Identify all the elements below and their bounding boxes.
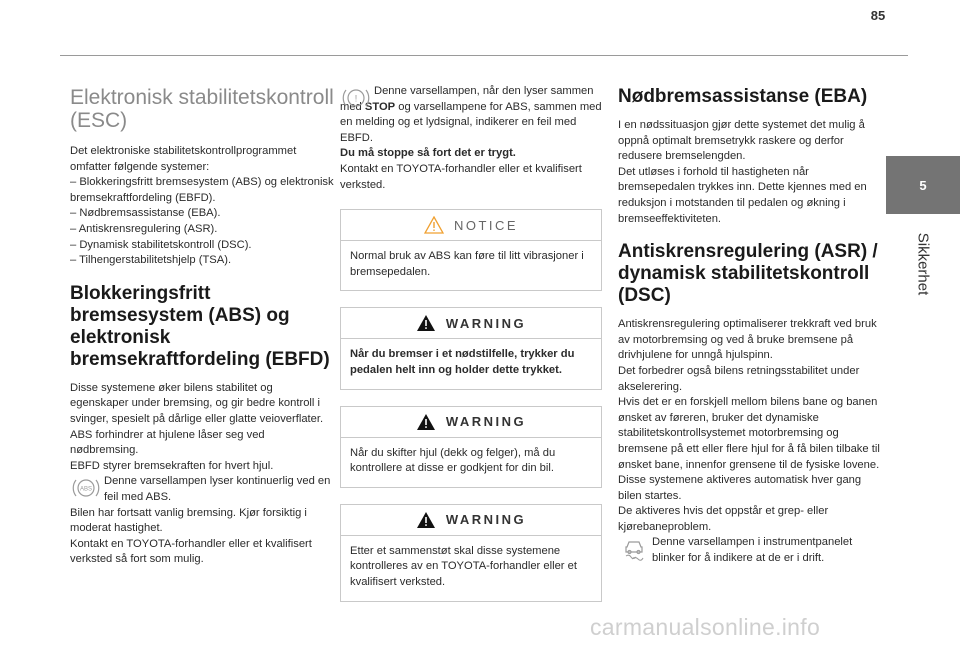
- eba-para: I en nødssituasjon gjør dette systemet det mulig å oppnå optimalt bremsetrykk raskere og derfor redusere bremselengden.: [618, 119, 865, 163]
- abs-para: ABS forhindrer at hjulene låser seg ved nødbremsing.: [70, 428, 265, 457]
- warning-triangle-icon: [416, 314, 436, 332]
- asr-para: Hvis det er en forskjell mellom bilens bane og banen ønsket av føreren, bruker det dynamiske stabilitetskontrollsystemet motorbremsing og bremsene på ett eller flere hjul for å få bilen tilbake til ønsket bane, innenfor grensene til de fysiske lovene.: [618, 396, 880, 471]
- warning-body: Når du skifter hjul (dekk og felger), må du kontrollere at disse er godkjent for din bil.: [350, 446, 556, 475]
- warning-box: [340, 504, 602, 602]
- notice-triangle-icon: [424, 216, 444, 234]
- warning-title: WARNING: [445, 512, 527, 528]
- esc-list-item: – Dynamisk stabilitetskontroll (DSC).: [70, 238, 252, 251]
- abs-lamp-text: Denne varsellampen lyser kontinuerlig ved en feil med ABS.: [104, 475, 331, 503]
- column-right: [618, 84, 884, 567]
- top-divider: [60, 55, 908, 56]
- chapter-tab[interactable]: [886, 156, 960, 214]
- brake-warning-lamp-icon: [342, 86, 370, 110]
- heading-esc: Elektronisk stabilitetskontroll (ESC): [70, 86, 334, 132]
- abs-para: Kontakt en TOYOTA-forhandler eller et kvalifisert verksted så fort som mulig.: [70, 537, 312, 566]
- chapter-title: Sikkerhet: [914, 232, 932, 296]
- warning-box: [340, 406, 602, 488]
- dsc-lamp-text: Denne varsellampen i instrumentpanelet blinker for å indikere at de er i drift.: [652, 536, 853, 565]
- page-number: 85: [870, 8, 886, 23]
- contact-text: Kontakt en TOYOTA-forhandler eller et kvalifisert verksted.: [340, 162, 582, 191]
- watermark: carmanualsonline.info: [590, 614, 821, 640]
- abs-para: EBFD styrer bremsekraften for hvert hjul.: [70, 459, 274, 472]
- abs-warning-lamp-row: [70, 474, 334, 505]
- warning-title: WARNING: [445, 414, 527, 430]
- eba-para: Det utløses i forhold til hastigheten når bremsepedalen trykkes inn. Dette kjennes med en reduksjon i motstanden til pedalen og økning i bremseeffektiviteten.: [618, 165, 867, 225]
- warning-box: [340, 307, 602, 389]
- esc-list-item: – Antiskrensregulering (ASR).: [70, 222, 218, 235]
- abs-para: Disse systemene øker bilens stabilitet og egenskaper under bremsing, og gir bedre kontroll i svinger, spesielt på dårlige eller glatte veioverflater.: [70, 381, 324, 425]
- warning-title: WARNING: [445, 315, 527, 331]
- stop-instruction: Du må stoppe så fort det er trygt.: [340, 147, 516, 160]
- heading-abs-ebfd: Blokkeringsfritt bremsesystem (ABS) og elektronisk bremsekraftfordeling (EBFD): [70, 282, 330, 370]
- column-left: [70, 84, 334, 568]
- notice-box: [340, 209, 602, 291]
- notice-title: NOTICE: [453, 217, 519, 233]
- heading-eba: Nødbremsassistanse (EBA): [618, 86, 868, 107]
- abs-warning-lamp-icon: [72, 476, 100, 500]
- asr-para: Det forbedrer også bilens retningsstabilitet under akselerering.: [618, 364, 860, 393]
- asr-para: Disse systemene aktiveres automatisk hver gang bilen startes.: [618, 474, 862, 502]
- ebfd-lamp-row: [340, 84, 602, 146]
- chapter-number: 5: [919, 177, 927, 193]
- skidding-car-icon: [620, 537, 648, 561]
- asr-para: De aktiveres hvis det oppstår et grep- eller kjørebaneproblem.: [618, 505, 829, 533]
- notice-body: Normal bruk av ABS kan føre til litt vibrasjoner i bremsepedalen.: [350, 250, 584, 278]
- warning-triangle-icon: [416, 511, 436, 529]
- abs-para: Bilen har fortsatt vanlig bremsing. Kjør forsiktig i moderat hastighet.: [70, 506, 307, 535]
- svg-text:ABS: ABS: [79, 486, 93, 493]
- ebfd-lamp-text: Denne varsellampen, når den lyser sammen med STOP og varsellampene for ABS, sammen med en melding og et lydsignal, indikerer en feil med EBFD.: [340, 85, 602, 144]
- column-middle: [340, 84, 602, 602]
- heading-asr-dsc: Antiskrensregulering (ASR) / dynamisk stabilitetskontroll (DSC): [618, 241, 878, 307]
- dsc-lamp-row: [618, 535, 884, 566]
- warning-triangle-icon: [416, 413, 436, 431]
- esc-intro: Det elektroniske stabilitetskontrollprogrammet omfatter følgende systemer:: [70, 145, 297, 173]
- svg-text:!: !: [354, 93, 358, 104]
- esc-list-item: – Blokkeringsfritt bremsesystem (ABS) og elektronisk bremsekraftfordeling (EBFD).: [70, 176, 334, 204]
- asr-para: Antiskrensregulering optimaliserer trekkraft ved bruk av motorbremsing og ved å bruke bremsene på drivhjulene for unngå hjulspinn.: [618, 318, 877, 362]
- warning-body: Når du bremser i et nødstilfelle, trykker du pedalen helt inn og holder dette trykket.: [350, 348, 575, 376]
- esc-list-item: – Tilhengerstabilitetshjelp (TSA).: [70, 254, 232, 267]
- warning-body: Etter et sammenstøt skal disse systemene kontrolleres av en TOYOTA-forhandler eller et kvalifisert verksted.: [350, 544, 577, 588]
- esc-list-item: – Nødbremsassistanse (EBA).: [70, 207, 221, 220]
